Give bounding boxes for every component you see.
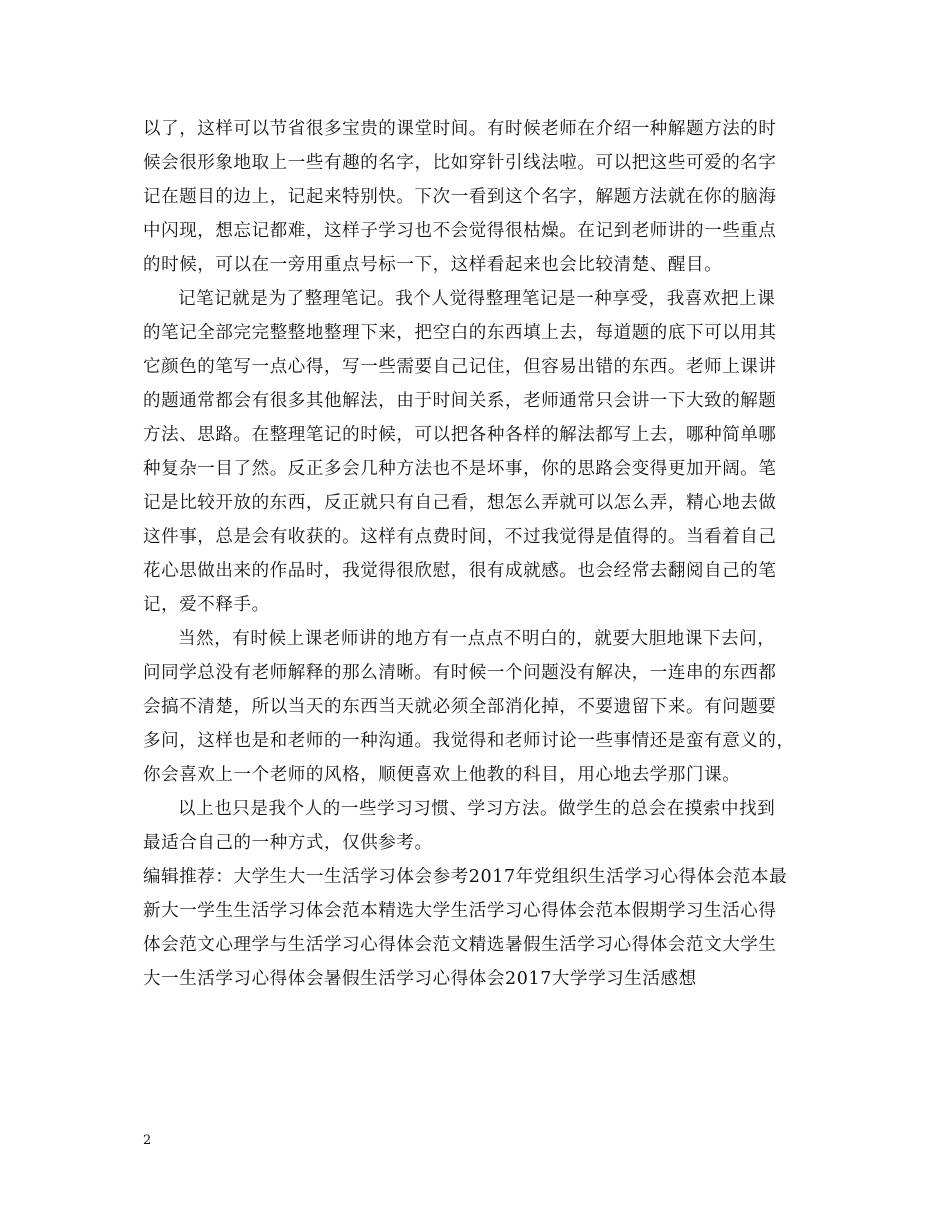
text-line: 花心思做出来的作品时，我觉得很欣慰，很有成就感。也会经常去翻阅自己的笔 [143, 561, 777, 581]
text-line: 以了，这样可以节省很多宝贵的课堂时间。有时候老师在介绍一种解题方法的时 [143, 119, 777, 139]
text-line: 记在题目的边上，记起来特别快。下次一看到这个名字，解题方法就在你的脑海 [143, 187, 777, 207]
text-line: 候会很形象地取上一些有趣的名字，比如穿针引线法啦。可以把这些可爱的名字 [143, 153, 777, 173]
text-line: 最适合自己的一种方式，仅供参考。 [143, 833, 433, 853]
text-line: 会搞不清楚，所以当天的东西当天就必须全部消化掉，不要遗留下来。有问题要 [143, 697, 777, 717]
page-number: 2 [143, 1133, 152, 1148]
text-line: 中闪现，想忘记都难，这样子学习也不会觉得很枯燥。在记到老师讲的一些重点 [143, 221, 777, 241]
text-line: 它颜色的笔写一点心得，写一些需要自己记住，但容易出错的东西。老师上课讲 [143, 357, 777, 377]
text-line: 新大一学生生活学习体会范本精选大学生活学习心得体会范本假期学习生活心得 [143, 901, 777, 921]
text-line: 编辑推荐：大学生大一生活学习体会参考2017年党组织生活学习心得体会范本最 [143, 867, 788, 887]
text-line: 种复杂一目了然。反正多会几种方法也不是坏事，你的思路会变得更加开阔。笔 [143, 459, 777, 479]
text-line: 多问，这样也是和老师的一种沟通。我觉得和老师讨论一些事情还是蛮有意义的， [143, 731, 795, 751]
text-line: 以上也只是我个人的一些学习习惯、学习方法。做学生的总会在摸索中找到 [178, 799, 776, 819]
text-line: 记是比较开放的东西，反正就只有自己看，想怎么弄就可以怎么弄，精心地去做 [143, 493, 777, 513]
text-line: 的时候，可以在一旁用重点号标一下，这样看起来也会比较清楚、醒目。 [143, 255, 723, 275]
text-line: 的笔记全部完完整整地整理下来，把空白的东西填上去，每道题的底下可以用其 [143, 323, 777, 343]
paragraph [143, 112, 815, 282]
paragraph [143, 792, 815, 860]
text-line: 记笔记就是为了整理笔记。我个人觉得整理笔记是一种享受，我喜欢把上课 [178, 289, 776, 309]
text-line: 问同学总没有老师解释的那么清晰。有时候一个问题没有解决，一连串的东西都 [143, 663, 777, 683]
paragraph [143, 622, 815, 792]
text-line: 体会范文心理学与生活学习心得体会范文精选暑假生活学习心得体会范文大学生 [143, 935, 777, 955]
text-line: 的题通常都会有很多其他解法，由于时间关系，老师通常只会讲一下大致的解题 [143, 391, 777, 411]
text-line: 记，爱不释手。 [143, 595, 270, 615]
paragraph [143, 282, 815, 622]
text-line: 这件事，总是会有收获的。这样有点费时间，不过我觉得是值得的。当看着自己 [143, 527, 777, 547]
text-line: 大一生活学习心得体会暑假生活学习心得体会2017大学学习生活感想 [143, 969, 697, 989]
text-line: 你会喜欢上一个老师的风格，顺便喜欢上他教的科目，用心地去学那门课。 [143, 765, 741, 785]
text-line: 方法、思路。在整理笔记的时候，可以把各种各样的解法都写上去，哪种简单哪 [143, 425, 777, 445]
paragraph [143, 860, 815, 996]
document-body [143, 112, 815, 996]
text-line: 当然，有时候上课老师讲的地方有一点点不明白的，就要大胆地课下去问， [178, 629, 776, 649]
